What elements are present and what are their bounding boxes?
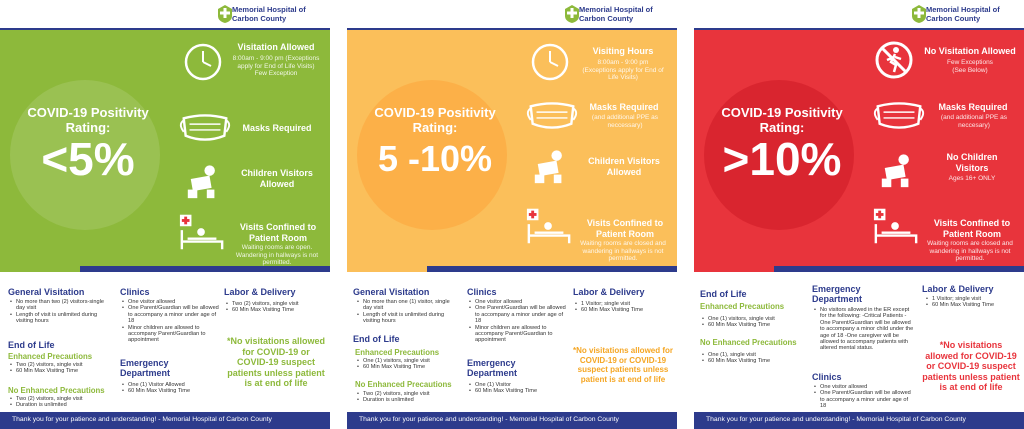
list-item: • No more than one (1) visitor, single day visit: [357, 299, 457, 312]
rating-label: COVID-19 Positivity Rating:: [721, 105, 843, 135]
mask-icon: [870, 98, 928, 134]
hospital-name: Memorial Hospital of Carbon County: [232, 5, 306, 23]
emergency-list: [814, 307, 914, 352]
labor-list: [226, 301, 326, 314]
list-item: • 1 Visitor; single visit: [926, 296, 1022, 302]
list-item: • Two (2) visitors, single visit: [226, 301, 326, 307]
item-sub: (and additional PPE as neccesary): [940, 114, 1008, 129]
child-icon: [183, 163, 223, 201]
mask-icon: [176, 110, 234, 146]
list-item: • One visitor allowed: [814, 384, 914, 390]
list-item: • One Parent/Guardian will be allowed to accompany a minor under age of 18: [469, 305, 569, 324]
hospital-name: Memorial Hospital of Carbon County: [579, 5, 653, 23]
visitation-details: [347, 272, 677, 412]
subsection-title: Enhanced Precautions: [355, 348, 440, 357]
section-title: End of Life: [8, 340, 55, 350]
no-enhanced-list: [10, 396, 110, 409]
list-item: • Minor children are allowed to accompany Parent/Guardian to appointment: [122, 325, 222, 344]
hospital-name: Memorial Hospital of Carbon County: [926, 5, 1000, 23]
covid-note: *No visitations allowed for COVID-19 or COVID-19 suspect patients unless patient is at end of life: [226, 336, 326, 388]
list-item: • 1 Visitor; single visit: [575, 301, 675, 307]
patient-bed-icon: [178, 212, 226, 252]
section-title: Emergency Department: [467, 358, 518, 378]
list-item: • Two (2) visitors, single visit: [10, 362, 110, 368]
section-title: General Visitation: [8, 287, 85, 297]
list-item: • 60 Min Max Visiting Time: [10, 368, 110, 374]
panel-header: [347, 0, 677, 30]
hero: [694, 30, 1024, 268]
mask-icon: [523, 98, 581, 134]
section-title: Labor & Delivery: [224, 287, 296, 297]
item-sub: (and additional PPE as neccessary): [591, 114, 659, 129]
emergency-list: [469, 382, 569, 395]
panel-header: [694, 0, 1024, 30]
panel-medium-positivity: [347, 0, 677, 429]
subsection-title: Enhanced Precautions: [8, 352, 93, 361]
item-title: Visitation Allowed: [237, 42, 315, 52]
patient-bed-icon: [872, 206, 920, 246]
section-title: Labor & Delivery: [922, 284, 994, 294]
list-item: • Length of visit is unlimited during visiting hours: [10, 312, 110, 325]
list-item: • One (1), single visit: [702, 352, 802, 358]
covid-note: *No visitations allowed for COVID-19 or COVID-19 suspect patients unless patient is at end of life: [573, 346, 674, 384]
list-item: • Minor children are allowed to accompany Parent/Guardian to appointment: [469, 325, 569, 344]
list-item: • Two (2) visitors, single visit: [10, 396, 110, 402]
list-item: • One visitor allowed: [122, 299, 222, 305]
item-title: Visits Confined to Patient Room: [586, 218, 664, 239]
subsection-title: No Enhanced Precautions: [700, 338, 797, 347]
section-title: Emergency Department: [812, 284, 863, 304]
section-title: Clinics: [812, 372, 842, 382]
enhanced-list: [357, 358, 457, 371]
list-item: • One Parent/Guardian will be allowed to accompany a minor under age of 18: [122, 305, 222, 324]
clinics-list: [122, 299, 222, 344]
footer: [694, 412, 1024, 429]
rating-value: >10%: [722, 133, 842, 185]
item-sub: Waiting rooms are closed and wandering in hallways is not permitted.: [580, 240, 666, 263]
subsection-title: No Enhanced Precautions: [8, 386, 105, 395]
enhanced-list: [10, 362, 110, 375]
item-title: Children Visitors Allowed: [588, 156, 660, 177]
enhanced-list: [702, 316, 802, 329]
list-item: • Duration is unlimited: [10, 402, 110, 408]
section-title: Clinics: [467, 287, 497, 297]
list-item: • 60 Min Max Visiting Time: [575, 307, 675, 313]
list-item: • 60 Min Max Visiting Time: [702, 322, 802, 328]
list-item: • Duration is unlimited: [357, 397, 457, 403]
footer-text: Thank you for your patience and understanding! - Memorial Hospital of Carbon County: [12, 416, 272, 423]
item-sub: Ages 16+ ONLY: [948, 175, 996, 182]
no-visitation-icon: [874, 40, 914, 80]
section-title: General Visitation: [353, 287, 430, 297]
item-title: Visiting Hours: [592, 46, 654, 56]
list-item: • One (1) Visitor: [469, 382, 569, 388]
item-title: Visits Confined to Patient Room: [933, 218, 1011, 239]
panel-header: [0, 0, 330, 30]
subsection-title: Enhanced Precautions: [700, 302, 785, 311]
list-item: • One visitor allowed: [469, 299, 569, 305]
list-item: • Two (2) visitors, single visit: [357, 391, 457, 397]
section-title: End of Life: [353, 334, 400, 344]
list-item: • 60 Min Max Visiting Time: [122, 388, 222, 394]
item-title: Masks Required: [242, 123, 312, 133]
hero: [0, 30, 330, 268]
clock-icon: [183, 42, 223, 82]
list-item: • No more than two (2) visitors-single day visit: [10, 299, 110, 312]
list-item: • One (1) Visitor Allowed: [122, 382, 222, 388]
item-sub: 8:00am - 9:00 pm (Exceptions apply for End of Life Visits) Few Exception: [232, 55, 320, 78]
list-item: • 60 Min Max Visiting Time: [702, 358, 802, 364]
list-item: • 60 Min Max Visiting Time: [926, 302, 1022, 308]
covid-note: *No visitations allowed for COVID-19 or COVID-19 suspect patients unless patient is at end of life: [922, 340, 1020, 392]
general-visitation-list: [10, 299, 110, 325]
child-icon: [877, 152, 917, 190]
panel-high-positivity: [694, 0, 1024, 429]
list-item: • One (1) visitors, single visit: [357, 358, 457, 364]
item-title: Visits Confined to Patient Room: [239, 222, 317, 243]
list-item: • 60 Min Max Visiting Time: [469, 388, 569, 394]
section-title: Labor & Delivery: [573, 287, 645, 297]
list-item: • No visitors allowed in the ER except for the following: -Critical Patients -One Parent/Guardian will be allowed to accompany a minor child under the age of 18 -One caregiver will be allowed to accompany patients with altered mental status.: [814, 307, 914, 352]
panel-low-positivity: [0, 0, 330, 429]
item-title: No Visitation Allowed: [924, 46, 1016, 56]
item-sub: Waiting rooms are open. Wandering in hallways is not permitted.: [235, 244, 319, 267]
item-sub: Few Exceptions (See Below): [947, 59, 993, 74]
list-item: • One Parent/Guardian will be allowed to accompany a minor under age of 18: [814, 390, 914, 409]
clock-icon: [530, 42, 570, 82]
item-title: Masks Required: [589, 102, 659, 112]
item-sub: Waiting rooms are closed and wandering in hallways is not permitted.: [927, 240, 1013, 263]
list-item: • Length of visit is unlimited during visiting hours: [357, 312, 457, 325]
footer-text: Thank you for your patience and understanding! - Memorial Hospital of Carbon County: [706, 416, 966, 423]
section-title: Emergency Department: [120, 358, 171, 378]
general-visitation-list: [357, 299, 457, 325]
labor-list: [575, 301, 675, 314]
list-item: • 60 Min Max Visiting Time: [226, 307, 326, 313]
rating-value: 5 -10%: [377, 138, 493, 179]
patient-bed-icon: [525, 206, 573, 246]
no-enhanced-list: [357, 391, 457, 404]
item-title: Children Visitors Allowed: [241, 168, 313, 189]
item-sub: 8:00am - 9:00 pm (Exceptions apply for End of Life Visits): [582, 59, 664, 82]
footer: [347, 412, 677, 429]
footer: [0, 412, 330, 429]
child-icon: [530, 148, 570, 186]
list-item: • 60 Min Max Visiting Time: [357, 364, 457, 370]
rating-label: COVID-19 Positivity Rating:: [374, 105, 496, 135]
section-title: End of Life: [700, 289, 747, 299]
clinics-list: [469, 299, 569, 344]
rating-value: <5%: [41, 133, 135, 185]
clinics-list: [814, 384, 914, 410]
subsection-title: No Enhanced Precautions: [355, 380, 452, 389]
footer-text: Thank you for your patience and understanding! - Memorial Hospital of Carbon County: [359, 416, 619, 423]
section-title: Clinics: [120, 287, 150, 297]
visitation-details: [694, 272, 1024, 412]
item-title: No Children Visitors: [946, 152, 998, 173]
list-item: • One (1) visitors, single visit: [702, 316, 802, 322]
item-title: Masks Required: [938, 102, 1008, 112]
rating-label: COVID-19 Positivity Rating:: [27, 105, 149, 135]
emergency-list: [122, 382, 222, 395]
visitation-details: [0, 272, 330, 412]
hero: [347, 30, 677, 268]
no-enhanced-list: [702, 352, 802, 365]
labor-list: [926, 296, 1022, 309]
